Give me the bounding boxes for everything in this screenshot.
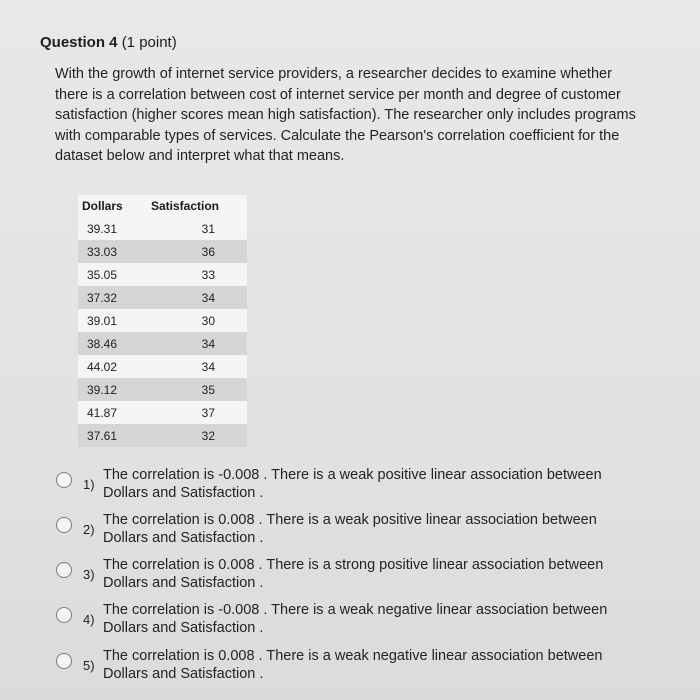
dollars-cell: 38.46 [78,332,147,355]
answer-option-5[interactable] [56,647,656,687]
satisfaction-cell: 34 [147,286,247,309]
option-text[interactable]: The correlation is 0.008 . There is a weak positive linear association between Dollars and Satisfaction . [103,512,597,546]
option-text[interactable]: The correlation is -0.008 . There is a weak negative linear association between Dollars and Satisfaction . [103,602,608,636]
question-text: With the growth of internet service providers, a researcher decides to examine whether there is a correlation between cost of internet service per month and degree of customer satisfaction (higher scores mean high satisfaction). The researcher only includes programs with comparable types of services. Calculate the Pearson's correlation coefficient for the dataset below and interpret what that means. [55,66,636,164]
satisfaction-cell: 34 [147,332,247,355]
option-number: 4) [83,612,95,627]
table-row [78,309,247,332]
dollars-cell: 41.87 [78,401,147,424]
radio-button[interactable] [56,562,72,578]
dollars-cell: 35.05 [78,263,147,286]
question-points: (1 point) [121,34,177,51]
table-header-row [78,195,247,217]
option-number: 5) [83,658,95,673]
dollars-cell: 33.03 [78,240,147,263]
option-text[interactable]: The correlation is -0.008 . There is a weak positive linear association between Dollars and Satisfaction . [103,467,602,501]
radio-button[interactable] [56,653,72,669]
table-row [78,401,247,424]
radio-button[interactable] [56,607,72,623]
answer-option-2[interactable] [56,511,656,551]
column-header-satisfaction: Satisfaction [147,195,247,217]
option-text[interactable]: The correlation is 0.008 . There is a strong positive linear association between Dollars and Satisfaction . [103,557,604,591]
radio-button[interactable] [56,517,72,533]
satisfaction-cell: 32 [147,424,247,447]
table-row [78,263,247,286]
table-row [78,355,247,378]
satisfaction-cell: 34 [147,355,247,378]
dollars-cell: 37.32 [78,286,147,309]
answer-option-4[interactable] [56,601,656,641]
table-row [78,240,247,263]
option-number: 3) [83,567,95,582]
dollars-cell: 39.31 [78,217,147,240]
table-row [78,286,247,309]
question-number: Question 4 [40,34,118,51]
table-row [78,332,247,355]
dollars-cell: 39.01 [78,309,147,332]
dollars-cell: 39.12 [78,378,147,401]
data-table [78,195,247,447]
satisfaction-cell: 31 [147,217,247,240]
satisfaction-cell: 33 [147,263,247,286]
dollars-cell: 44.02 [78,355,147,378]
table-row [78,217,247,240]
satisfaction-cell: 37 [147,401,247,424]
satisfaction-cell: 36 [147,240,247,263]
column-header-dollars: Dollars [78,195,147,217]
radio-button[interactable] [56,472,72,488]
answer-option-3[interactable] [56,556,656,596]
option-text[interactable]: The correlation is 0.008 . There is a weak negative linear association between Dollars and Satisfaction . [103,648,603,682]
dollars-cell: 37.61 [78,424,147,447]
answer-option-1[interactable] [56,466,656,506]
table-row [78,424,247,447]
question-header [40,34,177,51]
satisfaction-cell: 30 [147,309,247,332]
table-row [78,378,247,401]
satisfaction-cell: 35 [147,378,247,401]
option-number: 2) [83,522,95,537]
option-number: 1) [83,477,95,492]
